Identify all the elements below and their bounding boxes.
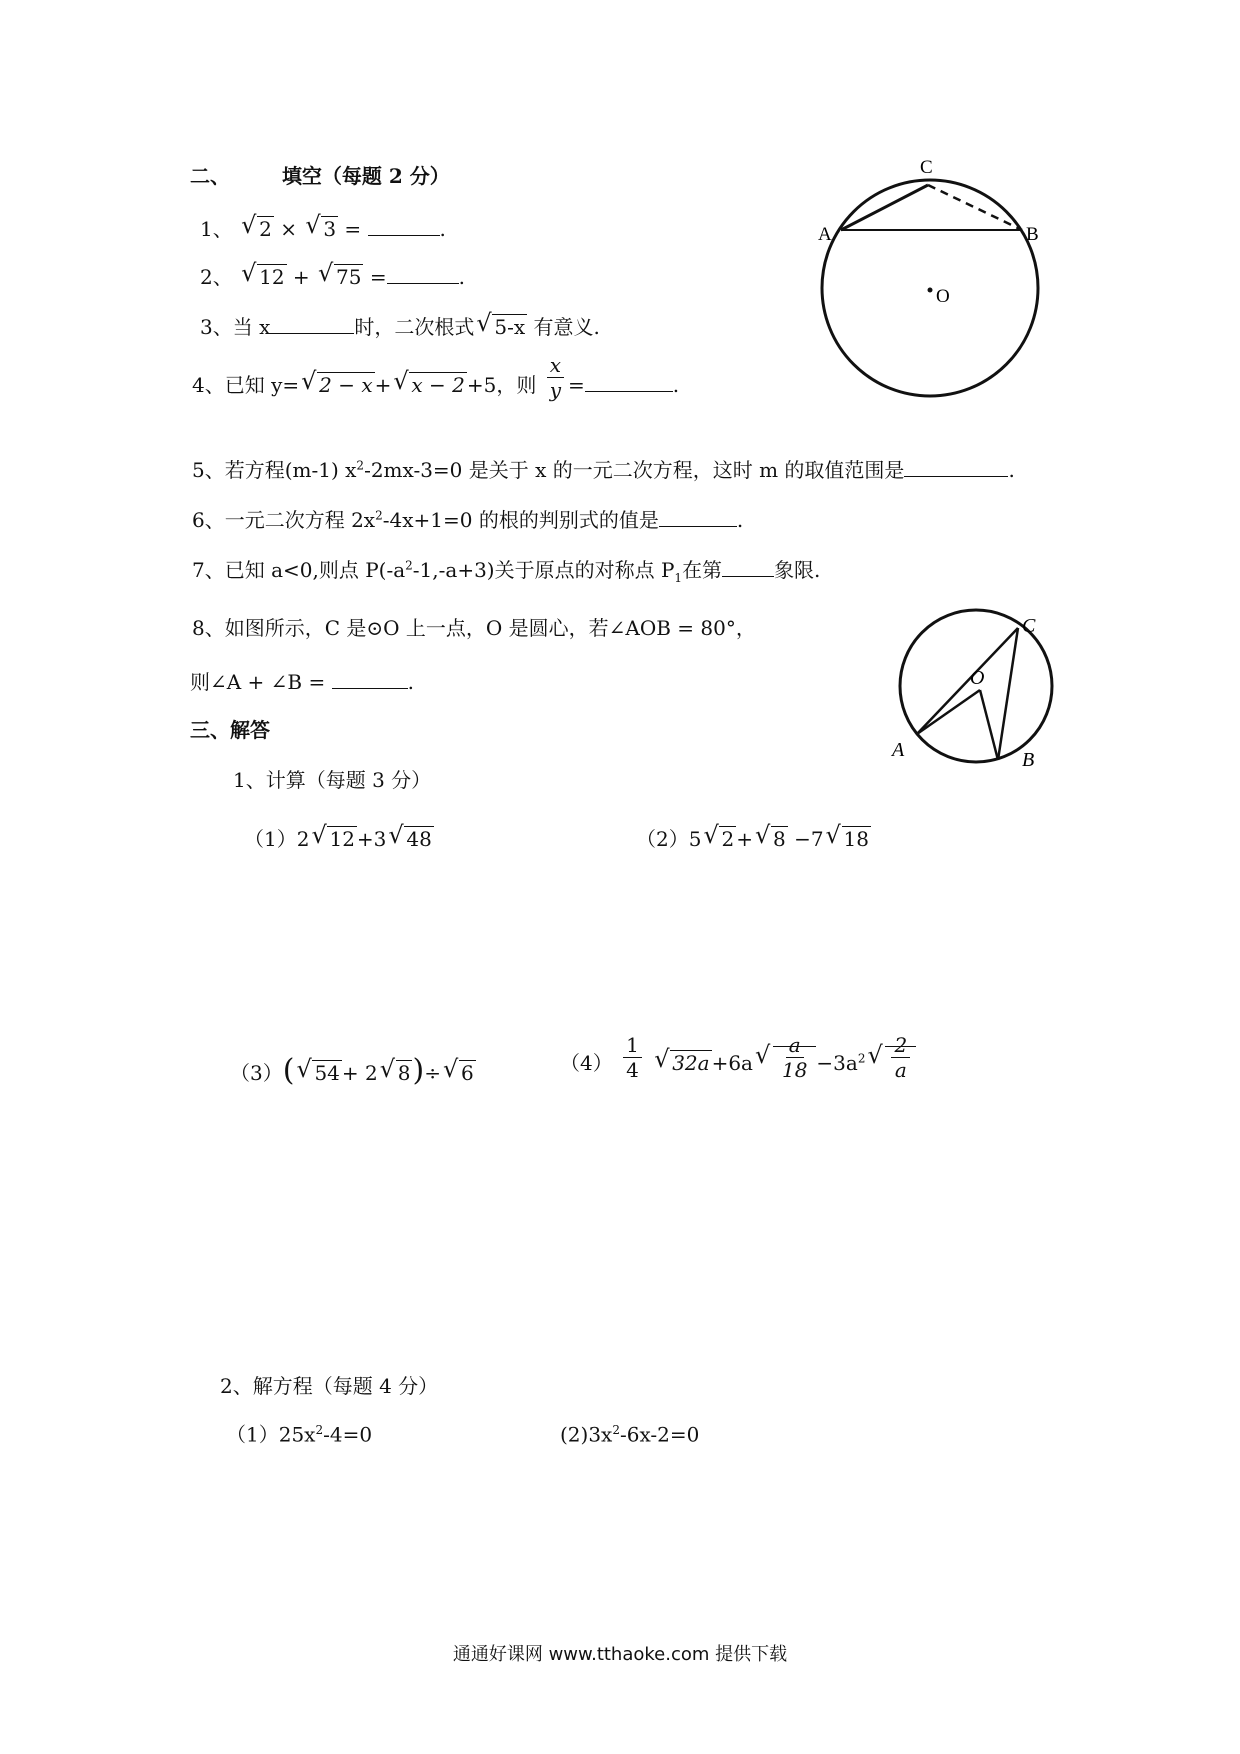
section2-heading-num: 二、: [190, 164, 230, 188]
q2-number: 2、: [200, 265, 233, 289]
q5-superscript: 2: [356, 458, 365, 473]
figure-2-segment-ao: [917, 690, 980, 734]
c4-sqrt-1: [654, 1050, 711, 1073]
q7-prefix: 7、已知 a<0,则点 P(-a: [192, 558, 406, 582]
page-footer: [0, 1640, 1240, 1666]
e2-prefix: (2)3x: [560, 1422, 613, 1447]
question-1: 1、 √ 2 × √ 3 = .: [200, 216, 446, 239]
q2-answer-blank[interactable]: [387, 265, 459, 284]
c2-sqrt-1: [703, 826, 736, 849]
q4-radicand-1: 2 − x: [319, 373, 373, 397]
q4-equals: =: [568, 373, 585, 397]
q8-text-line-1: 8、如图所示，C 是⊙O 上一点，O 是圆心，若∠AOB = 80°，: [192, 616, 756, 640]
q3-answer-blank[interactable]: [270, 315, 354, 334]
c3-label: （3）: [230, 1061, 283, 1085]
q3-middle: 时，二次根式: [354, 315, 475, 339]
q2-sqrt-a: [241, 264, 286, 287]
calc-heading: [233, 770, 431, 790]
c4-sqrt-2-num: √ a: [786, 1035, 804, 1058]
question-7: [192, 558, 820, 584]
q2-radicand-b: 75: [336, 265, 362, 289]
q1-equals: =: [344, 217, 362, 241]
c1-plus: +3: [356, 827, 387, 851]
question-8-line-2: 则∠A + ∠B = .: [190, 670, 414, 694]
figure-1-label-c: C: [920, 157, 933, 178]
c1-sqrt-2: [388, 826, 433, 849]
c2-label: （2）: [636, 827, 689, 851]
c4-fraction-den: 4: [626, 1058, 639, 1082]
section3-heading: [190, 720, 270, 740]
c4-sqrt-2-den: 18: [781, 1058, 808, 1082]
figure-1-label-b: B: [1026, 224, 1039, 245]
figure-2-circle-diagram: [880, 604, 1070, 784]
q5-answer-blank[interactable]: [904, 458, 1008, 477]
c4-sqrt-3-body: [885, 1033, 916, 1082]
q4-suffix: +5，则: [466, 373, 537, 397]
calc-problem-4: [560, 1033, 916, 1082]
q4-sqrt-1: [301, 372, 374, 395]
c4-sqrt-3-num: √ 2: [891, 1035, 910, 1058]
e2-suffix: -6x-2=0: [619, 1422, 700, 1447]
q1-sqrt-b: [305, 216, 338, 239]
q3-sqrt: [476, 314, 527, 337]
c2-plus: +: [736, 827, 753, 851]
c3-sqrt-2: [380, 1060, 413, 1083]
section2-heading: [190, 166, 450, 186]
c3-open-paren: (: [282, 1053, 295, 1088]
c2-radicand-3: 18: [843, 827, 869, 851]
q7-suffix: 象限.: [774, 558, 821, 582]
q3-radicand: 5-x: [494, 315, 526, 339]
equation-2: [560, 1424, 699, 1445]
q5-suffix: -2mx-3=0 是关于 x 的一元二次方程，这时 m 的取值范围是: [364, 458, 905, 482]
figure-2-label-a: A: [892, 739, 905, 761]
figure-2-segment-ob: [980, 690, 998, 760]
figure-2-label-c: C: [1022, 615, 1036, 637]
figure-2-label-o: O: [970, 667, 985, 689]
q1-radicand-b: 3: [323, 217, 337, 241]
c1-label: （1）: [244, 827, 297, 851]
q2-sqrt-b: [318, 264, 363, 287]
c3-plus: + 2: [341, 1061, 378, 1085]
c3-sqrt-1: [296, 1060, 341, 1083]
c1-sqrt-1: [311, 826, 356, 849]
q4-radicand-2: x − 2: [411, 373, 465, 397]
c2-sqrt-3: [826, 826, 871, 849]
c4-sqrt-3: [867, 1033, 916, 1082]
q6-prefix: 6、一元二次方程 2x: [192, 508, 376, 532]
q6-superscript: 2: [375, 508, 383, 523]
q1-answer-blank[interactable]: [368, 217, 440, 236]
c3-radicand-3: 6: [460, 1061, 474, 1085]
q8-text-line-2: 则∠A + ∠B =: [190, 670, 326, 694]
q1-number: 1、: [200, 217, 233, 241]
q5-prefix: 5、若方程(m-1) x: [192, 458, 357, 482]
c4-radicand-1: 32a: [672, 1051, 710, 1075]
c4-sqrt-2-body: [773, 1033, 816, 1082]
c4-fraction-num: 1: [623, 1035, 642, 1058]
equation-heading: [220, 1376, 438, 1396]
c1-coef: 2: [296, 827, 310, 851]
c4-sqrt-3-den: a: [894, 1058, 907, 1082]
figure-2-label-b: B: [1022, 749, 1035, 771]
figure-1-label-a: A: [818, 224, 832, 245]
question-2: 2、 √ 12 + √ 75 = .: [200, 264, 465, 287]
q4-fraction-num: x: [547, 355, 564, 378]
figure-2-segment-cb: [998, 628, 1018, 760]
section2-heading-text: 填空（每题 2 分）: [281, 164, 450, 188]
figure-2-segment-ac: [917, 628, 1018, 734]
q1-sqrt-a: [241, 216, 274, 239]
c1-radicand-1: 12: [329, 827, 355, 851]
q4-fraction-den: y: [549, 378, 562, 402]
c4-sqrt-2-fraction: [779, 1035, 810, 1080]
footer-text: 通通好课网 www.tthaoke.com 提供下载: [452, 1644, 788, 1665]
c2-radicand-2: 8: [772, 827, 786, 851]
q4-plus: +: [374, 373, 392, 397]
q4-sqrt-2: [393, 372, 466, 395]
equation-1: [226, 1424, 372, 1445]
c2-sqrt-2: [755, 826, 788, 849]
question-4: 4、已知 y=√ 2 − x +√ x − 2 +5，则 $\frac{x}{y}$ = .: [192, 372, 679, 400]
q4-answer-blank[interactable]: [585, 373, 673, 392]
calc-problem-3: [230, 1053, 476, 1088]
c3-close-paren: ): [412, 1053, 425, 1088]
q7-answer-blank[interactable]: [722, 558, 774, 577]
e1-prefix: （1）25x: [226, 1422, 316, 1447]
question-8-line-1: [192, 618, 756, 638]
q6-answer-blank[interactable]: [659, 508, 737, 527]
c4-sqrt-2: [755, 1033, 816, 1082]
c3-sqrt-3: [443, 1060, 476, 1083]
c4-label: （4）: [560, 1051, 613, 1075]
equation-heading-text: 2、解方程（每题 4 分）: [220, 1374, 439, 1398]
c1-radicand-2: 48: [406, 827, 432, 851]
q6-suffix: -4x+1=0 的根的判别式的值是: [382, 508, 659, 532]
c2-radicand-1: 2: [721, 827, 735, 851]
c3-divide: ÷: [424, 1061, 441, 1085]
q3-prefix: 3、当 x: [200, 315, 271, 339]
q4-fraction: [547, 355, 564, 400]
calc-problem-2: [636, 826, 871, 849]
figure-1-label-o: O: [936, 286, 950, 307]
q7-middle-2: 在第: [682, 558, 723, 582]
e1-superscript: 2: [315, 1423, 324, 1437]
figure-1-chord-ac: [841, 185, 928, 230]
c4-middle: +6a: [711, 1051, 753, 1075]
figure-1-dashed-cb: [928, 185, 1022, 230]
c2-coef: 5: [688, 827, 702, 851]
c3-radicand-2: 8: [397, 1061, 411, 1085]
q1-radicand-a: 2: [259, 217, 272, 241]
c4-sqrt-3-fraction: [891, 1035, 910, 1080]
calc-problem-1: [244, 826, 434, 849]
question-3: [200, 314, 600, 337]
q2-radicand-a: 12: [259, 265, 285, 289]
figure-1-circle-diagram: [800, 150, 1060, 400]
e1-suffix: -4=0: [323, 1422, 373, 1447]
q7-subscript: 1: [674, 571, 683, 585]
calc-heading-text: 1、计算（每题 3 分）: [233, 768, 432, 792]
figure-1-center-dot: [928, 288, 933, 293]
c4-minus: −3a: [816, 1051, 858, 1075]
q7-superscript: 2: [405, 558, 413, 573]
q8-answer-blank[interactable]: [332, 670, 408, 689]
q4-prefix: 4、已知 y=: [192, 373, 300, 397]
q3-suffix: 有意义.: [533, 315, 600, 339]
question-6: 6、一元二次方程 $2x^2-4x+1=0$ 的根的判别式的值是 .: [192, 508, 744, 532]
e2-superscript: 2: [612, 1423, 620, 1437]
q7-middle-1: -1,-a+3)关于原点的对称点 P: [412, 558, 675, 582]
q2-plus: +: [292, 265, 310, 289]
question-5: 5、若方程(m-1) $x^2-2mx-3=0$ 是关于 x 的一元二次方程，这时 m 的取值范围是 .: [192, 458, 1015, 482]
c3-radicand-1: 54: [314, 1061, 340, 1085]
q1-times: ×: [280, 217, 297, 241]
c4-superscript: 2: [857, 1051, 866, 1066]
c4-fraction: [623, 1035, 642, 1080]
section3-heading-text: 三、解答: [190, 718, 270, 742]
q2-equals: =: [369, 265, 387, 289]
c2-minus: −7: [794, 827, 824, 851]
